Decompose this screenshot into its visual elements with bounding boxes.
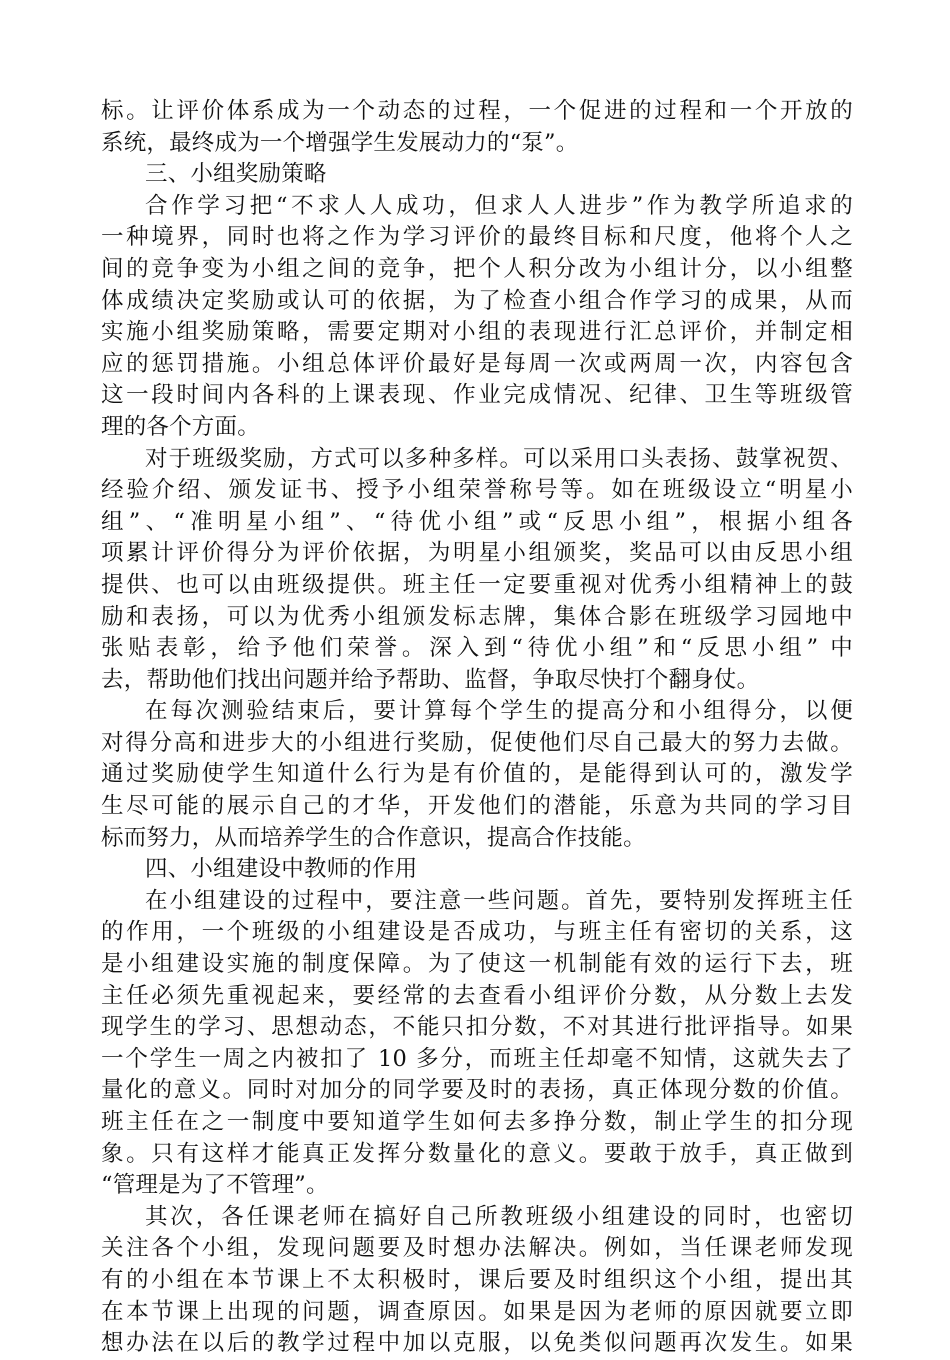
text-line: 去，帮助他们找出问题并给予帮助、监督，争取尽快打个翻身仗。 [101, 666, 760, 693]
text-line: 其次，各任课老师在搞好自己所教班级小组建设的同时，也密切 [145, 1203, 853, 1230]
text-line: 项累计评价得分为评价依据，为明星小组颁奖，奖品可以由反思小组 [101, 540, 853, 567]
text-line: 张贴表彰，给予他们荣誉。深入到“待优小组”和“反思小组” 中 [101, 635, 853, 662]
section-heading: 四、小组建设中教师的作用 [145, 856, 418, 883]
text-line: 励和表扬，可以为优秀小组颁发标志牌，集体合影在班级学习园地中 [101, 603, 853, 630]
text-line: 想办法在以后的教学过程中加以克服，以免类似问题再次发生。如果 [101, 1330, 853, 1357]
text-line: 班主任在之一制度中要知道学生如何去多挣分数，制止学生的扣分现 [101, 1109, 853, 1135]
text-line: 提供、也可以由班级提供。班主任一定要重视对优秀小组精神上的鼓 [101, 571, 853, 598]
text-line: 间的竞争变为小组之间的竞争，把个人积分改为小组计分，以小组整 [101, 255, 853, 282]
document-page [101, 96, 853, 1360]
text-line: 对得分高和进步大的小组进行奖励，促使他们尽自己最大的努力去做。 [101, 729, 853, 756]
text-line: 关注各个小组，发现问题要及时想办法解决。例如，当任课老师发现 [101, 1235, 853, 1262]
text-line: 的作用，一个班级的小组建设是否成功，与班主任有密切的关系，这 [101, 919, 853, 946]
text-line: 合作学习把“不求人人成功，但求人人进步”作为教学所追求的 [145, 192, 853, 219]
text-line: 标而努力，从而培养学生的合作意识，提高合作技能。 [101, 824, 646, 851]
text-line: 通过奖励使学生知道什么行为是有价值的，是能得到认可的，激发学 [101, 761, 853, 788]
text-line: 对于班级奖励，方式可以多种多样。可以采用口头表扬、鼓掌祝贺、 [145, 445, 853, 472]
text-line: 经验介绍、颁发证书、授予小组荣誉称号等。如在班级设立“明星小 [101, 477, 853, 504]
text-line: “管理是为了不管理”。 [101, 1172, 329, 1199]
text-line: 标。让评价体系成为一个动态的过程，一个促进的过程和一个开放的 [101, 98, 853, 124]
text-line: 主任必须先重视起来，要经常的去查看小组评价分数，从分数上去发 [101, 982, 853, 1009]
text-line: 在本节课上出现的问题，调查原因。如果是因为老师的原因就要立即 [101, 1298, 853, 1325]
text-line: 现学生的学习、思想动态，不能只扣分数，不对其进行批评指导。如果 [101, 1014, 853, 1041]
text-line: 量化的意义。同时对加分的同学要及时的表扬，真正体现分数的价值。 [101, 1077, 853, 1104]
text-line: 有的小组在本节课上不太积极时，课后要及时组织这个小组，提出其 [101, 1266, 853, 1293]
text-line: 在每次测验结束后，要计算每个学生的提高分和小组得分，以便 [145, 698, 853, 725]
text-line: 是小组建设实施的制度保障。为了使这一机制能有效的运行下去，班 [101, 951, 853, 978]
text-line: 实施小组奖励策略，需要定期对小组的表现进行汇总评价，并制定相 [101, 319, 853, 346]
text-line: 体成绩决定奖励或认可的依据，为了检查小组合作学习的成果，从而 [101, 287, 853, 314]
text-line: 象。只有这样才能真正发挥分数量化的意义。要敢于放手，真正做到 [101, 1140, 853, 1167]
text-line: 生尽可能的展示自己的才华，开发他们的潜能，乐意为共同的学习目 [101, 793, 853, 820]
text-line: 应的惩罚措施。小组总体评价最好是每周一次或两周一次，内容包含 [101, 350, 853, 377]
text-line: 理的各个方面。 [101, 413, 260, 440]
text-line: 这一段时间内各科的上课表现、作业完成情况、纪律、卫生等班级管 [101, 382, 853, 409]
text-line: 组”、“准明星小组”、“待优小组”或“反思小组”，根据小组各 [101, 508, 853, 535]
text-line: 在小组建设的过程中，要注意一些问题。首先，要特别发挥班主任 [145, 887, 853, 914]
text-line: 系统，最终成为一个增强学生发展动力的“泵”。 [101, 129, 579, 156]
section-heading: 三、小组奖励策略 [145, 161, 327, 188]
text-line: 一种境界，同时也将之作为学习评价的最终目标和尺度，他将个人之 [101, 224, 853, 251]
text-line: 一个学生一周之内被扣了 10 多分，而班主任却毫不知情，这就失去了 [101, 1045, 853, 1072]
